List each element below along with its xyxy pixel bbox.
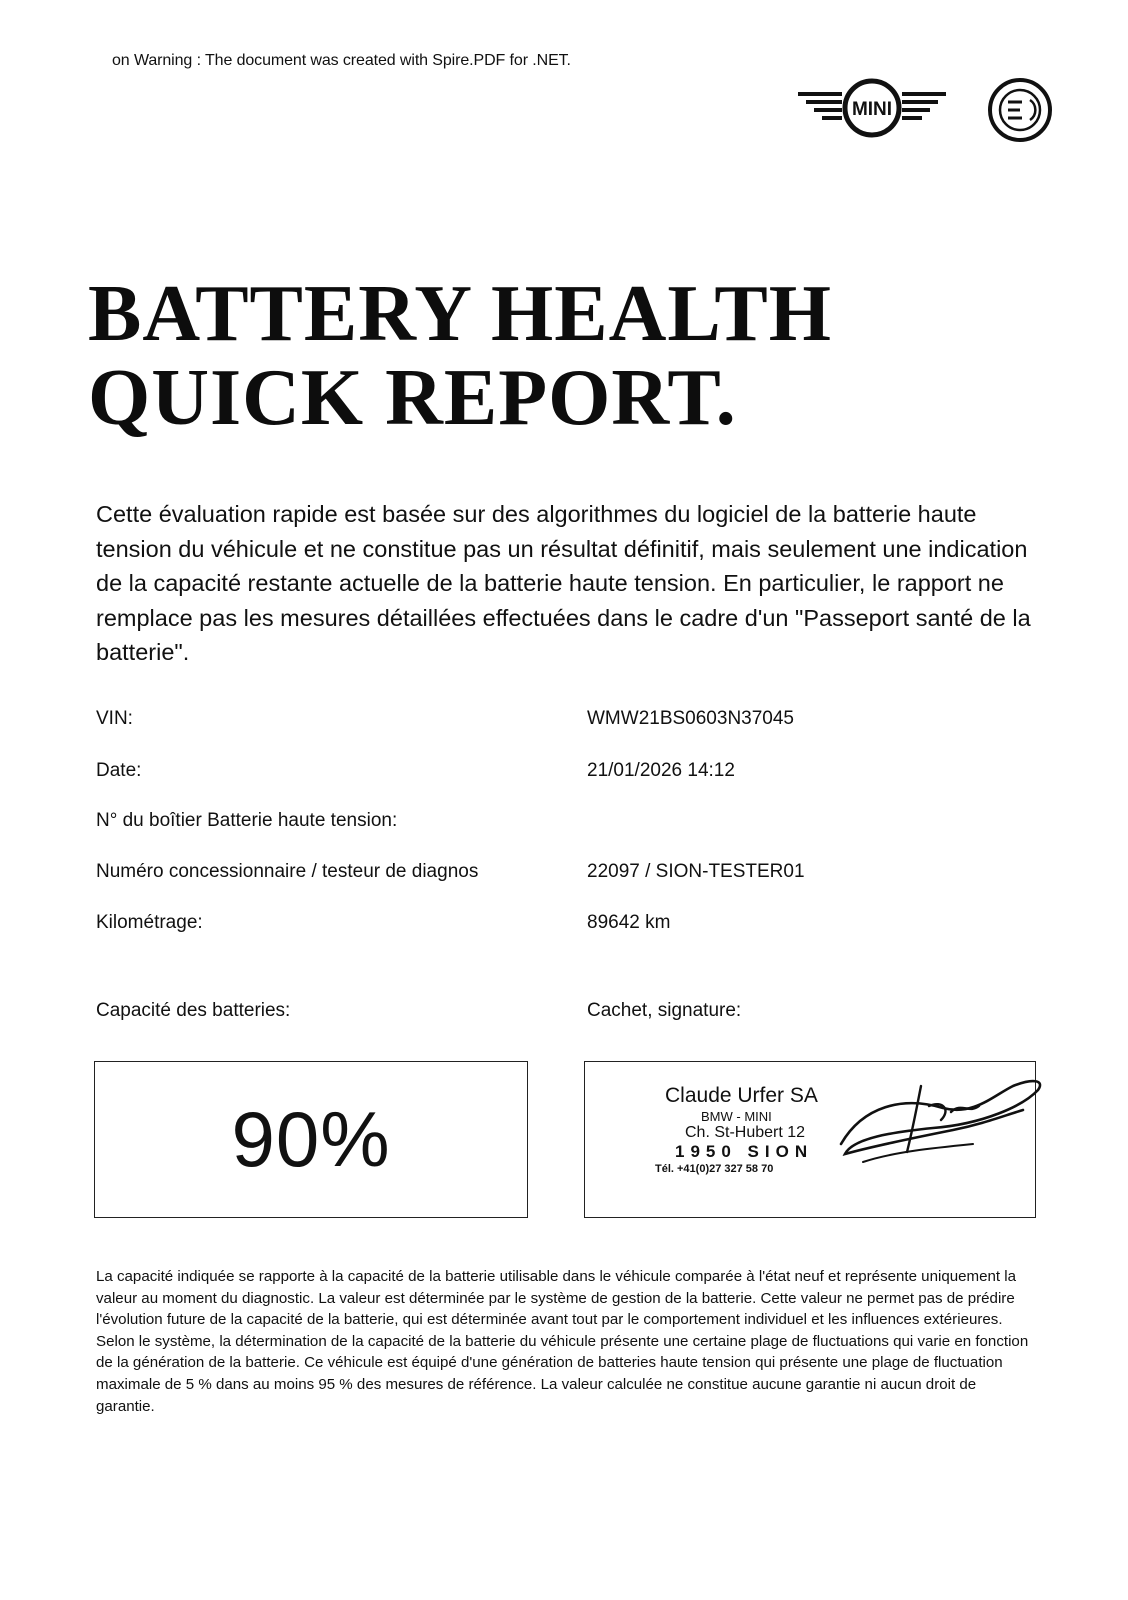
conversion-warning: on Warning : The document was created with Spire.PDF for .NET.: [112, 52, 571, 69]
mileage-label: Kilométrage:: [96, 912, 203, 933]
mileage-value: 89642 km: [587, 912, 671, 933]
eco-logo-icon: [986, 76, 1054, 144]
dealer-value: 22097 / SION-TESTER01: [587, 861, 805, 882]
svg-text:MINI: MINI: [851, 99, 893, 120]
mini-logo: [796, 78, 948, 142]
intro-paragraph: Cette évaluation rapide est basée sur des algorithmes du logiciel de la batterie haute tension du véhicule et ne constitue pas un résultat définitif, mais seulement une indication de la capacité restante actuelle de la batterie haute tension. En particulier, le rapport ne remplace pas les mesures détaillées effectuées dans le cadre d'un "Passeport santé de la batterie".: [96, 501, 1031, 665]
battery-box-label: N° du boîtier Batterie haute tension:: [96, 810, 398, 831]
capacity-label: Capacité des batteries:: [96, 1000, 291, 1021]
capacity-box: [94, 1061, 528, 1218]
report-title: [88, 272, 832, 440]
date-value: 21/01/2026 14:12: [587, 760, 735, 781]
capacity-value: 90%: [231, 1095, 391, 1183]
handwritten-signature: [833, 1066, 1053, 1176]
date-label: Date:: [96, 760, 142, 781]
vin-label: VIN:: [96, 708, 133, 729]
stamp-city: 1950 SION: [675, 1142, 814, 1161]
vin-value: WMW21BS0603N37045: [587, 708, 794, 729]
stamp-street: Ch. St-Hubert 12: [685, 1124, 806, 1141]
stamp-signature-box: [584, 1061, 1036, 1218]
disclaimer-paragraph: La capacité indiquée se rapporte à la capacité de la batterie utilisable dans le véhicule comparée à l'état neuf et représente uniquement la valeur au moment du diagnostic. La valeur est déterminée par le système de gestion de la batterie. Cette valeur ne permet pas de prédire l'évolution future de la capacité de la batterie, qui est déterminée avant tout par le comportement individuel et les influences extérieures. Selon le système, la détermination de la capacité de la batterie du véhicule présente une certaine plage de fluctuations qui varie en fonction de la génération de la batterie. Ce véhicule est équipé d'une génération de batteries haute tension qui présente une plage de fluctuation maximale de 5 % dans au moins 95 % des mesures de référence. La valeur calculée ne constitue aucune garantie ni aucun droit de garantie.: [96, 1268, 1029, 1415]
stamp-phone: Tél. +41(0)27 327 58 70: [655, 1163, 774, 1175]
stamp-label: Cachet, signature:: [587, 1000, 742, 1021]
title-line-2: QUICK REPORT.: [88, 354, 737, 442]
title-line-1: BATTERY HEALTH: [88, 270, 832, 358]
stamp-company-name: Claude Urfer SA: [665, 1084, 818, 1107]
stamp-brand: BMW - MINI: [701, 1109, 772, 1124]
dealer-label: Numéro concessionnaire / testeur de diagnos: [96, 861, 479, 882]
